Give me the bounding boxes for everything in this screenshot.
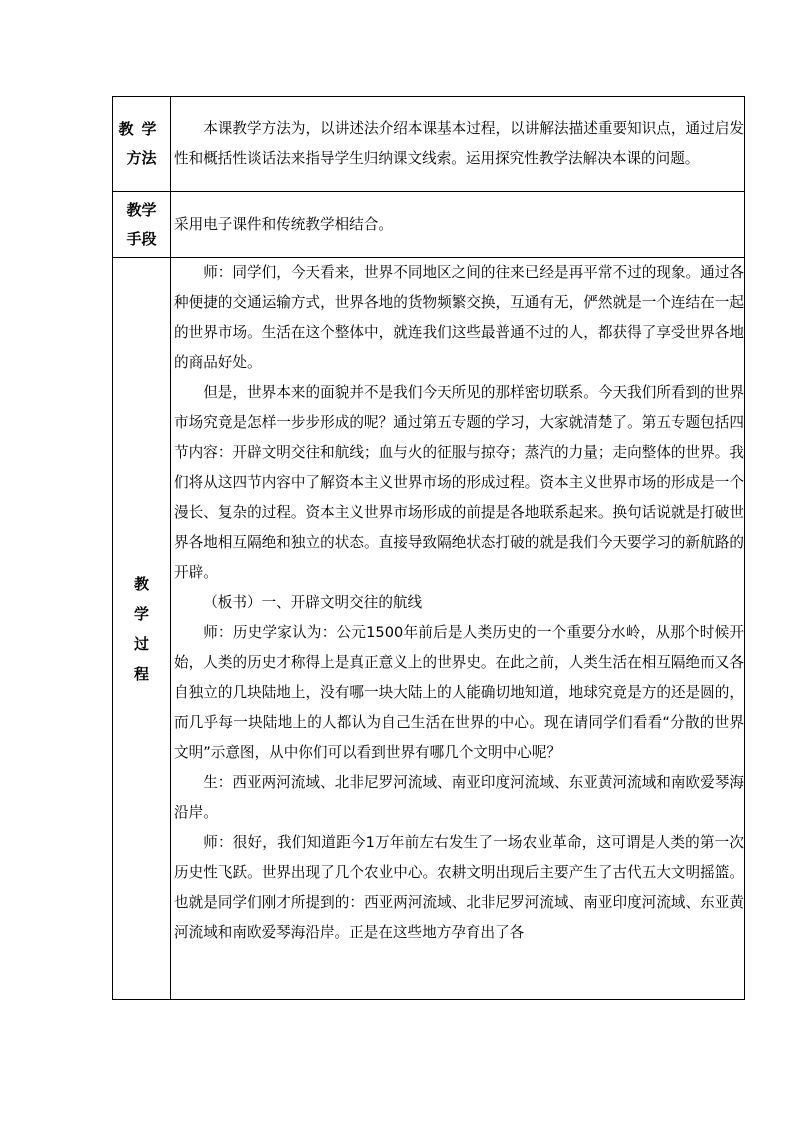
process-paragraph: 师：很好，我们知道距今1万年前左右发生了一场农业革命，这可谓是人类的第一次历史性飞跃。世界出现了几个农业中心。农耕文明出现后主要产生了古代五大文明摇篮。也就是同学们刚才所提到的：西亚两河流域、北非尼罗河流域、南亚印度河流域、东亚黄河流域和南欧爱琴海沿岸。正是在这些地方孕育出了各 [174, 834, 744, 941]
teaching-means-content [171, 192, 745, 258]
teaching-method-row [113, 97, 745, 192]
teaching-means-text: 采用电子课件和传统教学相结合。 [174, 215, 393, 233]
teaching-means-label-line1: 教学 [126, 200, 157, 219]
lesson-plan-table [112, 96, 745, 1000]
teaching-means-row [113, 192, 745, 258]
teaching-process-label-char: 学 [133, 604, 149, 623]
teaching-means-label [113, 192, 171, 258]
process-paragraph: 师：历史学家认为：公元1500年前后是人类历史的一个重要分水岭，从那个时候开始，人类的历史才称得上是真正意义上的世界史。在此之前，人类生活在相互隔绝而又各自独立的几块陆地上，没有哪一块大陆上的人能确切地知道，地球究竟是方的还是圆的，而几乎每一块陆地上的人都认为自己生活在世界的中心。现在请同学们看看“分散的世界文明”示意图，从中你们可以看到世界有哪几个文明中心呢？ [174, 624, 744, 761]
board-note-heading: （板书）一、开辟文明交往的航线 [203, 594, 423, 611]
teaching-process-row [113, 258, 745, 1000]
process-paragraph: 师：同学们，今天看来，世界不同地区之间的往来已经是再平常不过的现象。通过各种便捷的交通运输方式，世界各地的货物频繁交换，互通有无，俨然就是一个连结在一起的世界市场。生活在这个整体中，就连我们这些最普通不过的人，都获得了享受世界各地的商品好处。 [174, 264, 744, 371]
teaching-process-label-char: 过 [133, 634, 149, 653]
student-answer-paragraph: 生：西亚两河流域、北非尼罗河流域、南亚印度河流域、东亚黄河流域和南欧爱琴海沿岸。 [174, 774, 744, 821]
teaching-method-label-line1: 教学 [118, 120, 165, 138]
teaching-method-content [171, 97, 745, 192]
teaching-method-label [113, 97, 171, 192]
teaching-method-text: 本课教学方法为，以讲述法介绍本课基本过程，以讲解法描述重要知识点，通过启发性和概括性谈话法来指导学生归纳课文线索。运用探究性教学法解决本课的问题。 [174, 120, 744, 167]
teaching-process-label [113, 258, 171, 1000]
teaching-process-label-char: 教 [133, 574, 149, 593]
teaching-process-content [171, 258, 745, 1000]
teaching-process-label-char: 程 [133, 664, 149, 683]
process-paragraph: 但是，世界本来的面貌并不是我们今天所见的那样密切联系。今天我们所看到的世界市场究竟是怎样一步步形成的呢？通过第五专题的学习，大家就清楚了。第五专题包括四节内容：开辟文明交往和航线；血与火的征服与掠夺；蒸汽的力量；走向整体的世界。我们将从这四节内容中了解资本主义世界市场的形成过程。资本主义世界市场的形成是一个漫长、复杂的过程。资本主义世界市场形成的前提是各地联系起来。换句话说就是打破世界各地相互隔绝和独立的状态。直接导致隔绝状态打破的就是我们今天要学习的新航路的开辟。 [174, 384, 744, 581]
teaching-method-label-line2: 方法 [126, 149, 157, 167]
teaching-means-label-line2: 手段 [126, 229, 157, 248]
